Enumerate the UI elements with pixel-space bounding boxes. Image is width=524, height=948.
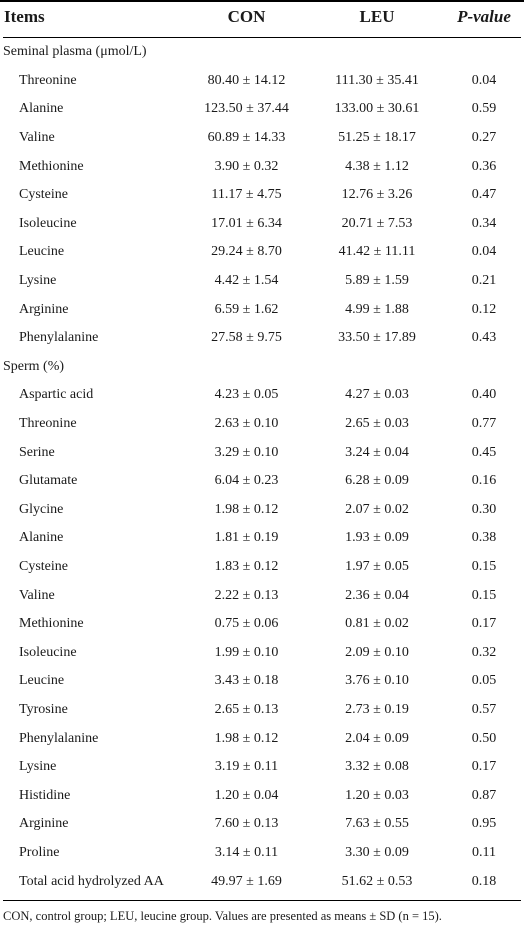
row-item: Tyrosine [19, 701, 68, 717]
table-row [3, 324, 521, 353]
row-leu: 51.62 ± 0.53 [341, 873, 413, 889]
row-pvalue: 0.43 [471, 330, 497, 346]
row-item: Methionine [19, 616, 84, 632]
row-item: Phenylalanine [19, 730, 99, 746]
row-pvalue: 0.34 [471, 215, 497, 231]
table-row [3, 753, 521, 782]
section-row [3, 38, 521, 67]
row-item: Aspartic acid [19, 387, 94, 403]
row-item: Leucine [19, 244, 65, 260]
row-pvalue: 0.40 [471, 387, 497, 403]
row-item: Glycine [19, 501, 64, 517]
row-con: 0.75 ± 0.06 [214, 616, 279, 632]
table-row [3, 524, 521, 553]
row-pvalue: 0.32 [471, 644, 497, 660]
row-pvalue: 0.18 [471, 873, 497, 889]
row-leu: 3.24 ± 0.04 [345, 444, 409, 460]
row-item: Cysteine [19, 558, 68, 574]
row-pvalue: 0.21 [471, 273, 497, 289]
row-con: 11.17 ± 4.75 [211, 187, 282, 203]
row-item: Lysine [19, 273, 57, 289]
row-con: 2.63 ± 0.10 [214, 416, 279, 432]
row-pvalue: 0.27 [471, 130, 497, 146]
row-pvalue: 0.77 [471, 416, 497, 432]
row-item: Arginine [19, 301, 69, 317]
row-item: Proline [19, 844, 60, 860]
row-con: 6.04 ± 0.23 [214, 473, 279, 489]
row-pvalue: 0.05 [471, 673, 497, 689]
row-con: 2.65 ± 0.13 [214, 701, 279, 717]
row-item: Threonine [19, 72, 77, 88]
row-leu: 1.20 ± 0.03 [345, 787, 409, 803]
row-pvalue: 0.57 [471, 701, 497, 717]
row-pvalue: 0.17 [471, 759, 497, 775]
row-item: Histidine [19, 787, 71, 803]
row-item: Total acid hydrolyzed AA [19, 873, 164, 889]
row-pvalue: 0.45 [471, 444, 497, 460]
row-pvalue: 0.11 [472, 844, 496, 860]
amino-acid-table [3, 2, 521, 901]
table-row [3, 467, 521, 496]
table-row [3, 152, 521, 181]
table-row [3, 581, 521, 610]
row-leu: 12.76 ± 3.26 [341, 187, 413, 203]
row-item: Valine [19, 587, 55, 603]
row-con: 80.40 ± 14.12 [207, 72, 286, 88]
header-leu: LEU [359, 6, 395, 26]
row-item: Lysine [19, 759, 57, 775]
row-con: 1.98 ± 0.12 [214, 501, 279, 517]
table-row [3, 381, 521, 410]
row-pvalue: 0.95 [471, 816, 497, 832]
row-con: 3.19 ± 0.11 [214, 759, 279, 775]
row-con: 1.99 ± 0.10 [214, 644, 279, 660]
row-item: Arginine [19, 816, 69, 832]
row-leu: 2.04 ± 0.09 [345, 730, 409, 746]
table-row [3, 839, 521, 868]
row-pvalue: 0.04 [471, 244, 497, 260]
row-item: Valine [19, 130, 55, 146]
row-con: 3.90 ± 0.32 [214, 158, 279, 174]
row-con: 60.89 ± 14.33 [207, 130, 286, 146]
table-row [3, 553, 521, 582]
row-leu: 20.71 ± 7.53 [341, 215, 413, 231]
row-pvalue: 0.87 [471, 787, 497, 803]
table-row [3, 295, 521, 324]
row-con: 3.14 ± 0.11 [214, 844, 279, 860]
row-pvalue: 0.30 [471, 501, 497, 517]
row-leu: 3.30 ± 0.09 [345, 844, 409, 860]
row-leu: 4.27 ± 0.03 [345, 387, 409, 403]
row-leu: 51.25 ± 18.17 [338, 130, 416, 146]
header-con: CON [227, 6, 266, 26]
row-leu: 3.32 ± 0.08 [345, 759, 409, 775]
section-title: Sperm (%) [3, 358, 65, 374]
row-pvalue: 0.50 [471, 730, 497, 746]
row-con: 3.43 ± 0.18 [214, 673, 279, 689]
table-row [3, 781, 521, 810]
row-leu: 0.81 ± 0.02 [345, 616, 409, 632]
table-row [3, 638, 521, 667]
row-leu: 1.97 ± 0.05 [345, 558, 409, 574]
row-pvalue: 0.47 [471, 187, 497, 203]
row-con: 1.83 ± 0.12 [214, 558, 279, 574]
row-item: Phenylalanine [19, 330, 99, 346]
header-items: Items [4, 6, 45, 26]
row-item: Leucine [19, 673, 65, 689]
row-leu: 4.99 ± 1.88 [345, 301, 409, 317]
table-row [3, 867, 521, 896]
row-leu: 6.28 ± 0.09 [345, 473, 409, 489]
row-leu: 41.42 ± 11.11 [338, 244, 416, 260]
row-con: 29.24 ± 8.70 [211, 244, 282, 260]
row-pvalue: 0.12 [471, 301, 497, 317]
row-leu: 133.00 ± 30.61 [334, 101, 420, 117]
row-pvalue: 0.16 [471, 473, 497, 489]
row-con: 1.20 ± 0.04 [214, 787, 279, 803]
row-con: 7.60 ± 0.13 [214, 816, 279, 832]
row-con: 3.29 ± 0.10 [214, 444, 279, 460]
table-row [3, 181, 521, 210]
row-item: Glutamate [19, 473, 78, 489]
row-con: 1.81 ± 0.19 [214, 530, 279, 546]
table-row [3, 696, 521, 725]
table-row [3, 810, 521, 839]
row-pvalue: 0.04 [471, 72, 497, 88]
table-footnote: CON, control group; LEU, leucine group. Values are presented as means ± SD (n = 15). [3, 908, 442, 923]
row-leu: 3.76 ± 0.10 [345, 673, 409, 689]
row-leu: 1.93 ± 0.09 [345, 530, 409, 546]
row-item: Cysteine [19, 187, 68, 203]
row-leu: 4.38 ± 1.12 [345, 158, 409, 174]
row-con: 27.58 ± 9.75 [211, 330, 282, 346]
row-con: 1.98 ± 0.12 [214, 730, 279, 746]
table-row [3, 67, 521, 96]
row-pvalue: 0.15 [471, 558, 497, 574]
table-row [3, 267, 521, 296]
row-pvalue: 0.59 [471, 101, 497, 117]
table-row [3, 124, 521, 153]
row-leu: 2.73 ± 0.19 [345, 701, 409, 717]
row-leu: 2.09 ± 0.10 [345, 644, 409, 660]
table-row [3, 496, 521, 525]
row-pvalue: 0.15 [471, 587, 497, 603]
table-row [3, 724, 521, 753]
row-con: 2.22 ± 0.13 [214, 587, 279, 603]
row-con: 17.01 ± 6.34 [211, 215, 282, 231]
header-pvalue: P-value [457, 6, 511, 26]
row-leu: 2.07 ± 0.02 [345, 501, 409, 517]
table-row [3, 438, 521, 467]
row-leu: 2.65 ± 0.03 [345, 416, 409, 432]
row-con: 6.59 ± 1.62 [214, 301, 279, 317]
row-leu: 2.36 ± 0.04 [345, 587, 409, 603]
row-item: Alanine [19, 101, 64, 117]
section-title: Seminal plasma (μmol/L) [3, 44, 147, 60]
row-con: 123.50 ± 37.44 [204, 101, 289, 117]
row-item: Serine [19, 444, 55, 460]
row-pvalue: 0.17 [471, 616, 497, 632]
row-leu: 33.50 ± 17.89 [338, 330, 416, 346]
row-pvalue: 0.38 [471, 530, 497, 546]
table-row [3, 667, 521, 696]
table-row [3, 238, 521, 267]
row-leu: 5.89 ± 1.59 [345, 273, 409, 289]
row-con: 4.23 ± 0.05 [214, 387, 279, 403]
row-con: 4.42 ± 1.54 [214, 273, 279, 289]
row-con: 49.97 ± 1.69 [211, 873, 282, 889]
header-row [3, 2, 521, 31]
bottom-rule [3, 896, 521, 901]
row-item: Methionine [19, 158, 84, 174]
row-item: Threonine [19, 416, 77, 432]
row-leu: 7.63 ± 0.55 [345, 816, 409, 832]
table-row [3, 410, 521, 439]
table-row [3, 610, 521, 639]
row-item: Isoleucine [19, 215, 77, 231]
row-item: Isoleucine [19, 644, 77, 660]
row-item: Alanine [19, 530, 64, 546]
table-body [3, 38, 521, 901]
section-row [3, 353, 521, 382]
table-row [3, 95, 521, 124]
row-leu: 111.30 ± 35.41 [335, 72, 419, 88]
row-pvalue: 0.36 [471, 158, 497, 174]
table-row [3, 210, 521, 239]
